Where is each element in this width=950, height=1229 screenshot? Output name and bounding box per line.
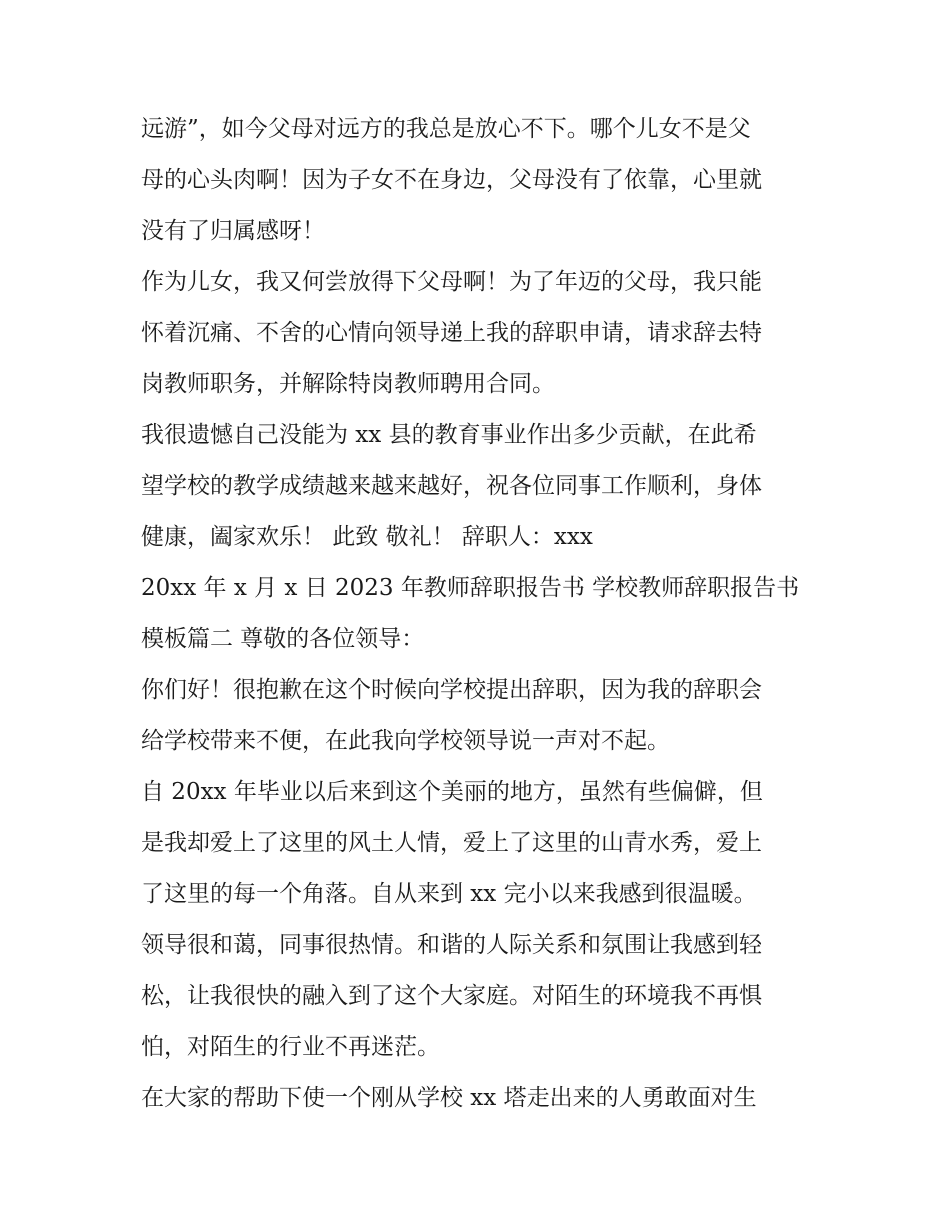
text-line: 健康，阖家欢乐！ 此致 敬礼！ 辞职人：xxx — [141, 524, 593, 550]
text-line: 望学校的教学成绩越来越来越好，祝各位同事工作顺利，身体 — [141, 473, 762, 499]
text-line: 远游”，如今父母对远方的我总是放心不下。哪个儿女不是父 — [141, 116, 751, 142]
text-line: 自 20xx 年毕业以后来到这个美丽的地方，虽然有些偏僻，但 — [141, 779, 763, 805]
body-text — [141, 104, 821, 1124]
text-line: 在大家的帮助下使一个刚从学校 xx 塔走出来的人勇敢面对生 — [141, 1085, 757, 1111]
text-line: 我很遗憾自己没能为 xx 县的教育事业作出多少贡献，在此希 — [141, 422, 757, 448]
text-line: 领导很和蔼，同事很热情。和谐的人际关系和氛围让我感到轻 — [141, 932, 762, 958]
text-line: 20xx 年 x 月 x 日 2023 年教师辞职报告书 学校教师辞职报告书 — [141, 575, 800, 601]
text-line: 给学校带来不便，在此我向学校领导说一声对不起。 — [141, 728, 670, 754]
text-line: 没有了归属感呀！ — [141, 218, 325, 244]
text-line: 松，让我很快的融入到了这个大家庭。对陌生的环境我不再惧 — [141, 983, 762, 1009]
text-line: 了这里的每一个角落。自从来到 xx 完小以来我感到很温暖。 — [141, 881, 757, 907]
text-line: 你们好！很抱歉在这个时候向学校提出辞职，因为我的辞职会 — [141, 677, 762, 703]
text-line: 怀着沉痛、不舍的心情向领导递上我的辞职申请，请求辞去特 — [141, 320, 762, 346]
text-line: 模板篇二 尊敬的各位领导： — [141, 626, 425, 652]
text-line: 怕，对陌生的行业不再迷茫。 — [141, 1034, 440, 1060]
text-line: 岗教师职务，并解除特岗教师聘用合同。 — [141, 371, 555, 397]
text-line: 是我却爱上了这里的风土人情，爱上了这里的山青水秀，爱上 — [141, 830, 762, 856]
text-line: 作为儿女，我又何尝放得下父母啊！为了年迈的父母，我只能 — [141, 269, 762, 295]
text-line: 母的心头肉啊！因为子女不在身边，父母没有了依靠，心里就 — [141, 167, 762, 193]
